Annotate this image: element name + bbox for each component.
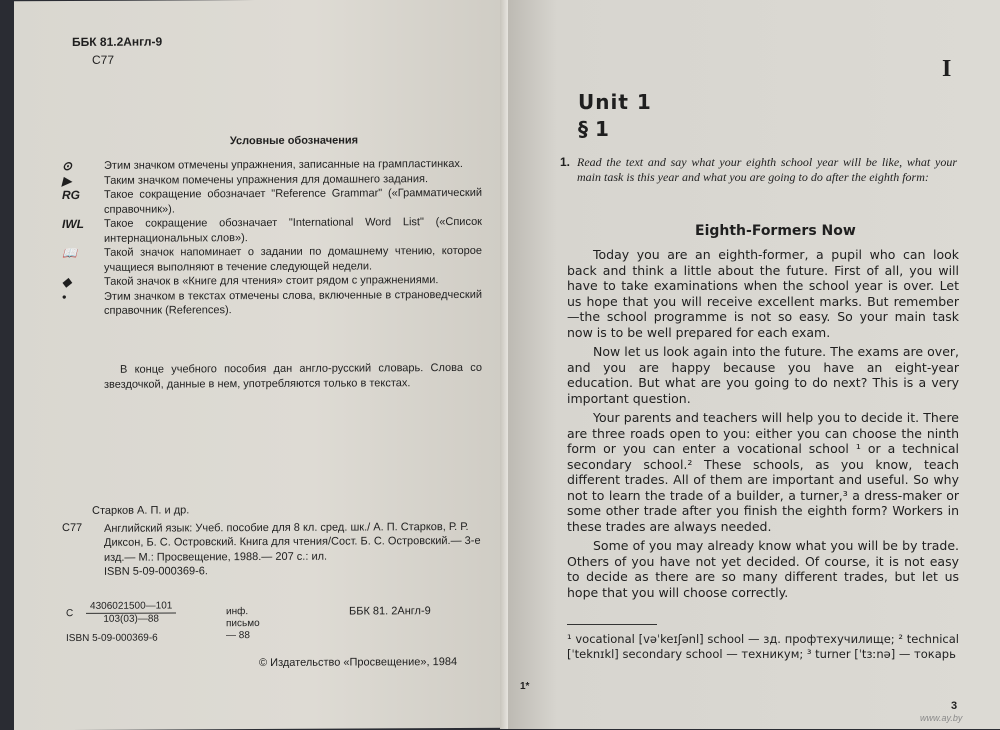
isbn: ISBN 5-09-000369-6 (66, 632, 158, 645)
unit-title: Unit 1 (578, 90, 652, 114)
author-sign: С77 (92, 52, 115, 67)
legend-text: Такое сокращение обозначает "Reference Grammar" («Грамматический справочник»). (104, 186, 482, 216)
legend-item (62, 186, 482, 217)
section-title: § 1 (578, 117, 609, 141)
legend-item (62, 215, 482, 246)
legend-item (62, 244, 482, 275)
exercise-number: 1. (560, 155, 571, 169)
triangle-icon: ▶ (62, 173, 72, 188)
legend-item (62, 287, 482, 318)
diamond-icon: ◆ (62, 275, 72, 290)
exercise-instruction (577, 155, 957, 185)
footnote-divider (567, 624, 657, 625)
index-fraction (86, 600, 176, 625)
record-icon: ⊙ (62, 158, 73, 174)
book-icon: 📖 (62, 245, 77, 261)
legend-text: Такой значок напоминает о задании по домашнему чтению, которое учащиеся выполняют в течение следующей недели. (104, 244, 482, 274)
exercise-text: Read the text and say what your eighth school year will be like, what your main task is this year and what you are going to do after the eighth form: (577, 155, 957, 184)
unit-roman-numeral: I (942, 56, 952, 82)
catalog-body: Английский язык: Учеб. пособие для 8 кл. сред. шк./ А. П. Старков, Р. Р. Диксон, Б. С. Островский. Книга для чтения/Сост. Б. С. Островский.— 3-е изд.— М.: Просвещение, 1988.— 207 с.: ил. (104, 520, 481, 564)
legend-text: Таким значком помечены упражнения для домашнего задания. (104, 172, 429, 187)
bbk-code-bottom: ББК 81. 2Англ-9 (349, 605, 431, 618)
rg-abbrev: RG (62, 187, 80, 203)
left-page (14, 0, 512, 730)
page-number: 3 (951, 700, 958, 712)
catalog-code: С77 (62, 521, 83, 535)
copyright: © Издательство «Просвещение», 1984 (259, 655, 458, 670)
article-paragraph: Your parents and teachers will help you to decide it. There are three roads open to you: either you can choose the ninth form or you can enter a vocational school ¹ or a technical secondary school.² These schools, as you know, teach different trades. All of them are important and useful. So why not to learn the trade of a builder, a turner,³ a dress-maker or some other trade after you finish the eighth form? Workers in these trades are always needed. (567, 410, 959, 534)
index-denominator: 103(03)—88 (103, 613, 159, 625)
bbk-code: ББК 81.2Англ-9 (72, 34, 163, 50)
legend-text: Такое сокращение обозначает "International Word List" («Список интернациональных слов»). (104, 215, 482, 245)
legend-text: Этим значком отмечены упражнения, записанные на грампластинках. (104, 157, 463, 172)
index-prefix: С (66, 608, 74, 620)
conventions-title: Условные обозначения (229, 134, 359, 148)
dictionary-note: В конце учебного пособия дан англо-русский словарь. Слова со звездочкой, данные в нем, употребляются только в текстах. (104, 361, 482, 391)
index-middle: инф. письмо — 88 (226, 606, 260, 642)
signature-mark: 1* (520, 681, 530, 692)
catalog-isbn: ISBN 5-09-000369-6. (104, 565, 208, 578)
catalog-card (62, 502, 482, 580)
watermark: www.ay.by (920, 713, 963, 723)
legend-text: Этим значком в текстах отмечены слова, включенные в страноведческий справочник (References). (104, 288, 482, 317)
article-title: Eighth-Formers Now (695, 223, 856, 239)
dot-icon: • (62, 289, 67, 304)
legend-text: Такой значок в «Книге для чтения» стоит рядом с упражнениями. (104, 274, 439, 288)
article-paragraph: Today you are an eighth-former, a pupil who can look back and think a little about the future. First of all, you will have to take examinations when the school year is over. Let us hope that you will receive excellent marks. But remember—the school programme is not so easy. So your main task now is to be well prepared for each exam. (567, 247, 959, 340)
index-numerator: 4306021500—101 (86, 600, 176, 613)
catalog-header: Старков А. П. и др. (92, 504, 190, 517)
footnote: ¹ vocational [vəˈkeɪʃənl] school — зд. профтехучилище; ² technical [ˈteknɪkl] secondary school — техникум; ³ turner [ˈtɜːnə] — токарь (567, 632, 959, 661)
legend-list (62, 157, 482, 319)
article-paragraph: Some of you may already know what you will be by trade. Others of you have not yet decided. Of course, it is not easy to decide as there are so many different trades, but let us hope that you will choose correctly. (567, 538, 959, 600)
article-body (567, 247, 959, 604)
iwl-abbrev: IWL (62, 216, 84, 232)
article-paragraph: Now let us look again into the future. The exams are over, and you are happy because you have an eight-year education. But what are you going to do next? This is a very important question. (567, 344, 959, 406)
